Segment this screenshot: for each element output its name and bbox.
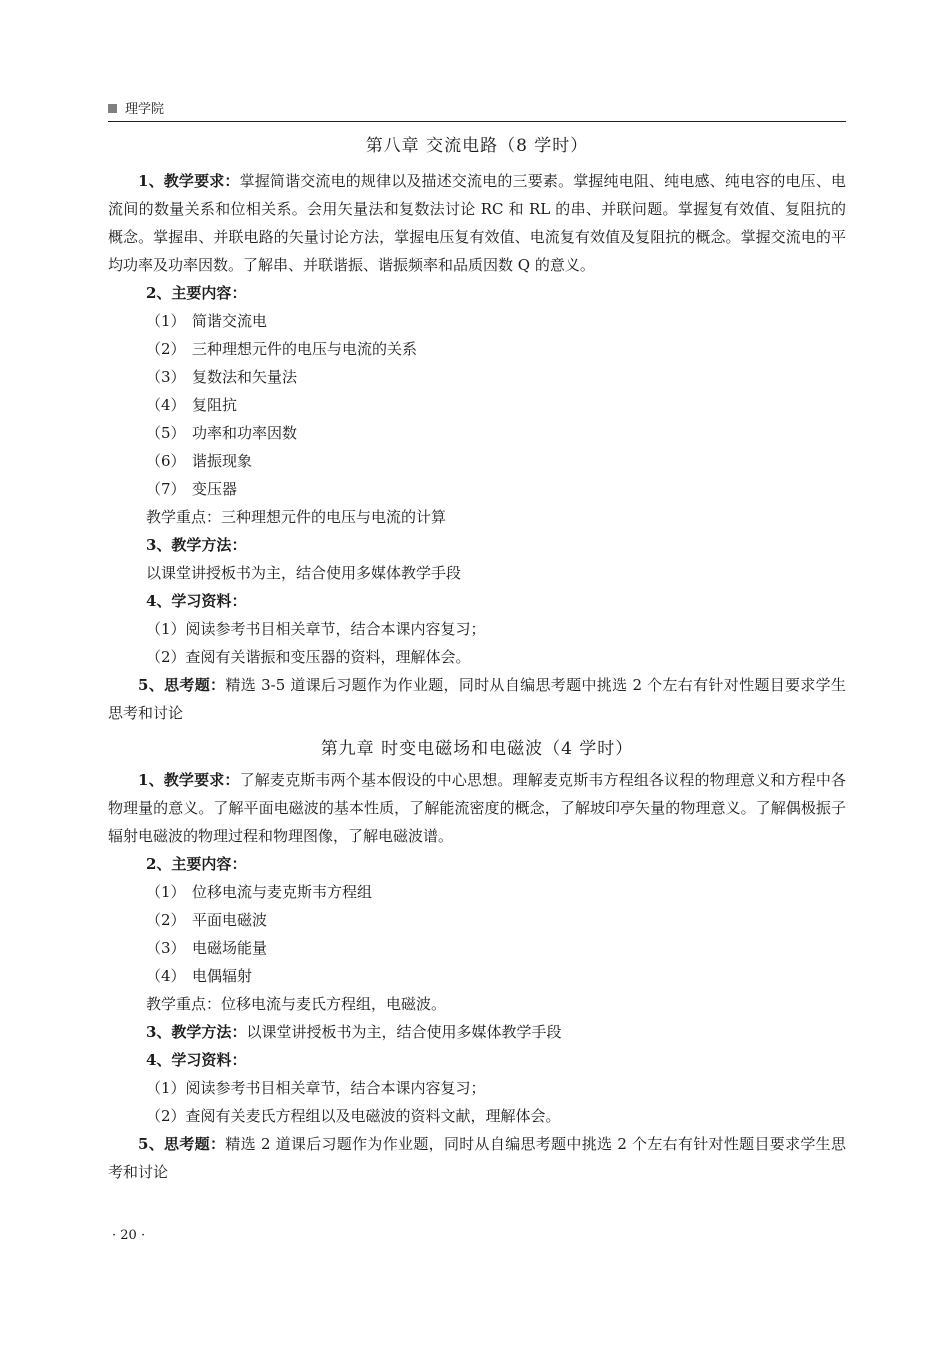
section-label: 4、学习资料： [146, 1051, 247, 1069]
list-item: （1）阅读参考书目相关章节，结合本课内容复习； [146, 620, 486, 638]
section-heading [108, 279, 846, 307]
section-label: 2、主要内容： [146, 855, 247, 873]
list-item: （1） 简谐交流电 [146, 312, 268, 330]
section-text: 以课堂讲授板书为主，结合使用多媒体教学手段 [246, 1023, 562, 1041]
list-item: （2） 三种理想元件的电压与电流的关系 [146, 340, 418, 358]
section-label: 5、思考题： [138, 676, 226, 694]
list-item: （2） 平面电磁波 [146, 911, 268, 929]
chapter-title: 第八章 交流电路（8 学时） [365, 136, 589, 156]
list-item: （1）阅读参考书目相关章节，结合本课内容复习； [146, 1079, 486, 1097]
section-text: 精选 3-5 道课后习题作为作业题，同时从自编思考题中挑选 2 个左右有针对性题目要求学生思考和讨论 [108, 676, 846, 722]
list-item: （3） 电磁场能量 [146, 939, 268, 957]
section-text: 掌握简谐交流电的规律以及描述交流电的三要素。掌握纯电阻、纯电感、纯电容的电压、电流间的数量关系和位相关系。会用矢量法和复数法讨论 RC 和 RL 的串、并联问题。掌握复有效值、复阻抗的概念。掌握串、并联电路的矢量讨论方法，掌握电压复有效值、电流复有效值及复阻抗的概念。掌握交流电的平均功率及功率因数。了解串、并联谐振、谐振频率和品质因数 Q 的意义。 [108, 172, 846, 274]
list-item: （4） 复阻抗 [146, 396, 238, 414]
page-number: · 20 · [112, 1228, 146, 1243]
section-label: 4、学习资料： [146, 592, 247, 610]
square-bullet-icon [108, 104, 117, 113]
header-label: 理学院 [125, 102, 165, 117]
list-item: （3） 复数法和矢量法 [146, 368, 298, 386]
teaching-requirements [108, 167, 846, 279]
section-label: 3、教学方法： [146, 1023, 247, 1041]
section-text: 精选 2 道课后习题作为作业题，同时从自编思考题中挑选 2 个左右有针对性题目要求学生思考和讨论 [108, 1135, 846, 1181]
list-item: （4） 电偶辐射 [146, 967, 253, 985]
section-label: 5、思考题： [138, 1135, 226, 1153]
list-item: （2）查阅有关麦氏方程组以及电磁波的资料文献，理解体会。 [146, 1107, 561, 1125]
list-item: （5） 功率和功率因数 [146, 424, 298, 442]
teaching-method: 以课堂讲授板书为主，结合使用多媒体教学手段 [146, 564, 462, 582]
teaching-focus: 教学重点：三种理想元件的电压与电流的计算 [146, 508, 447, 526]
chapter-8-section [108, 133, 846, 727]
section-text: 了解麦克斯韦两个基本假设的中心思想。理解麦克斯韦方程组各议程的物理意义和方程中各物理量的意义。了解平面电磁波的基本性质，了解能流密度的概念，了解坡印亭矢量的物理意义。了解偶极振子辐射电磁波的物理过程和物理图像，了解电磁波谱。 [108, 771, 846, 845]
running-header [108, 100, 846, 120]
section-heading [108, 850, 846, 878]
section-heading [108, 587, 846, 615]
section-label: 1、教学要求： [138, 771, 240, 789]
teaching-method [108, 1018, 846, 1046]
document-page [108, 0, 846, 1347]
teaching-requirements [108, 766, 846, 850]
section-heading [108, 531, 846, 559]
section-label: 2、主要内容： [146, 284, 247, 302]
section-label: 3、教学方法： [146, 536, 247, 554]
discussion-questions [108, 1130, 846, 1186]
list-item: （7） 变压器 [146, 480, 238, 498]
chapter-title: 第九章 时变电磁场和电磁波（4 学时） [320, 739, 634, 759]
teaching-focus: 教学重点：位移电流与麦氏方程组，电磁波。 [146, 995, 447, 1013]
list-item: （2）查阅有关谐振和变压器的资料，理解体会。 [146, 648, 471, 666]
chapter-9-section [108, 736, 846, 1186]
list-item: （1） 位移电流与麦克斯韦方程组 [146, 883, 373, 901]
discussion-questions [108, 671, 846, 727]
section-heading [108, 1046, 846, 1074]
header-rule [108, 121, 846, 122]
section-label: 1、教学要求： [138, 172, 240, 190]
list-item: （6） 谐振现象 [146, 452, 253, 470]
